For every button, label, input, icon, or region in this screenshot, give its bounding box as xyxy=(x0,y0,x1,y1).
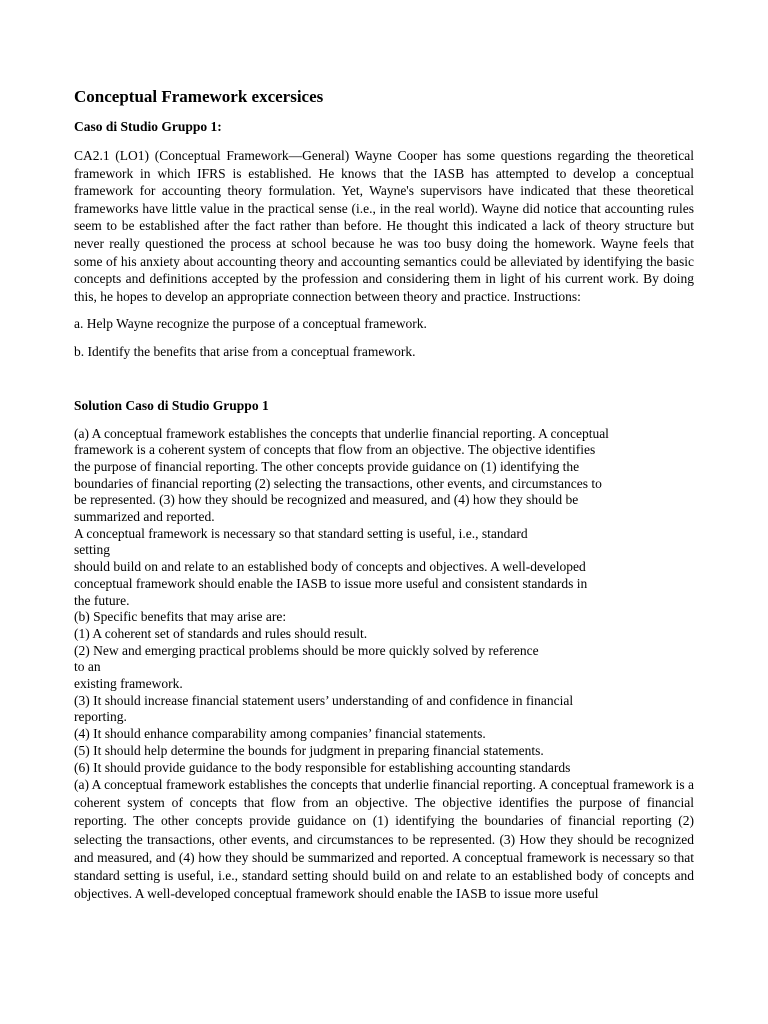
spacer xyxy=(74,371,694,397)
solution-line: summarized and reported. xyxy=(74,509,215,525)
solution-line: (3) It should increase financial statement users’ understanding of and confidence in financial xyxy=(74,692,574,708)
document-page xyxy=(74,86,694,903)
solution-line: framework is a coherent system of concepts that flow from an objective. The objective identifies xyxy=(74,442,596,458)
solution-line: (4) It should enhance comparability among companies’ financial statements. xyxy=(74,726,486,742)
solution-line: the purpose of financial reporting. The other concepts provide guidance on (1) identifying the xyxy=(74,458,580,474)
instruction-b: b. Identify the benefits that arise from a conceptual framework. xyxy=(74,343,416,359)
solution-line: (2) New and emerging practical problems should be more quickly solved by reference xyxy=(74,642,539,658)
solution-text xyxy=(74,426,690,777)
solution-line: to an xyxy=(74,659,101,675)
solution-line: be represented. (3) how they should be recognized and measured, and (4) how they should be xyxy=(74,492,579,508)
case-heading: Caso di Studio Gruppo 1: xyxy=(74,119,222,134)
solution-line: (a) A conceptual framework establishes the concepts that underlie financial reporting. A conceptual xyxy=(74,425,609,441)
solution-line: (6) It should provide guidance to the body responsible for establishing accounting standards xyxy=(74,759,571,775)
solution-line: setting xyxy=(74,542,110,558)
solution-heading: Solution Caso di Studio Gruppo 1 xyxy=(74,397,269,413)
solution-line: should build on and relate to an established body of concepts and objectives. A well-developed xyxy=(74,559,586,575)
document-title: Conceptual Framework excersices xyxy=(74,87,324,106)
case-paragraph: CA2.1 (LO1) (Conceptual Framework—General) Wayne Cooper has some questions regarding the theoretical framework in which IFRS is established. He knows that the IASB has attempted to develop a conceptual framework for accounting theory formulation. Yet, Wayne's supervisors have indicated that these theoretical frameworks have little value in the practical sense (i.e., in the real world). Wayne did notice that accounting rules seem to be established after the fact rather than before. He thought this indicated a lack of theory structure but never really questioned the process at school because he was too busy doing the homework. Wayne feels that some of his anxiety about accounting theory and accounting semantics could be alleviated by identifying the basic concepts and definitions accepted by the profession and considering them in light of his current work. By doing this, he hopes to develop an appropriate connection between theory and practice. Instructions: xyxy=(74,148,694,304)
solution-line: the future. xyxy=(74,592,130,608)
solution-line: reporting. xyxy=(74,709,127,725)
solution-line: boundaries of financial reporting (2) selecting the transactions, other events, and circumstances to xyxy=(74,475,602,491)
solution-line: (5) It should help determine the bounds for judgment in preparing financial statements. xyxy=(74,742,544,758)
solution-line: conceptual framework should enable the IASB to issue more useful and consistent standards in xyxy=(74,575,588,591)
solution-line: A conceptual framework is necessary so that standard setting is useful, i.e., standard xyxy=(74,525,528,541)
solution-line: existing framework. xyxy=(74,676,183,692)
solution-line: (1) A coherent set of standards and rules should result. xyxy=(74,625,368,641)
instruction-a: a. Help Wayne recognize the purpose of a conceptual framework. xyxy=(74,316,427,332)
repeated-solution-paragraph: (a) A conceptual framework establishes the concepts that underlie financial reporting. A conceptual framework is a coherent system of concepts that flow from an objective. The objective identifies the purpose of financial reporting. The other concepts provide guidance on (1) identifying the boundaries of financial reporting (2) selecting the transactions, other events, and circumstances to be represented. (3) How they should be recognized and measured, and (4) how they should be summarized and reported. A conceptual framework is necessary so that standard setting is useful, i.e., standard setting should build on and relate to an established body of concepts and objectives. A well-developed conceptual framework should enable the IASB to issue more useful xyxy=(74,777,694,901)
solution-line: (b) Specific benefits that may arise are: xyxy=(74,609,287,625)
